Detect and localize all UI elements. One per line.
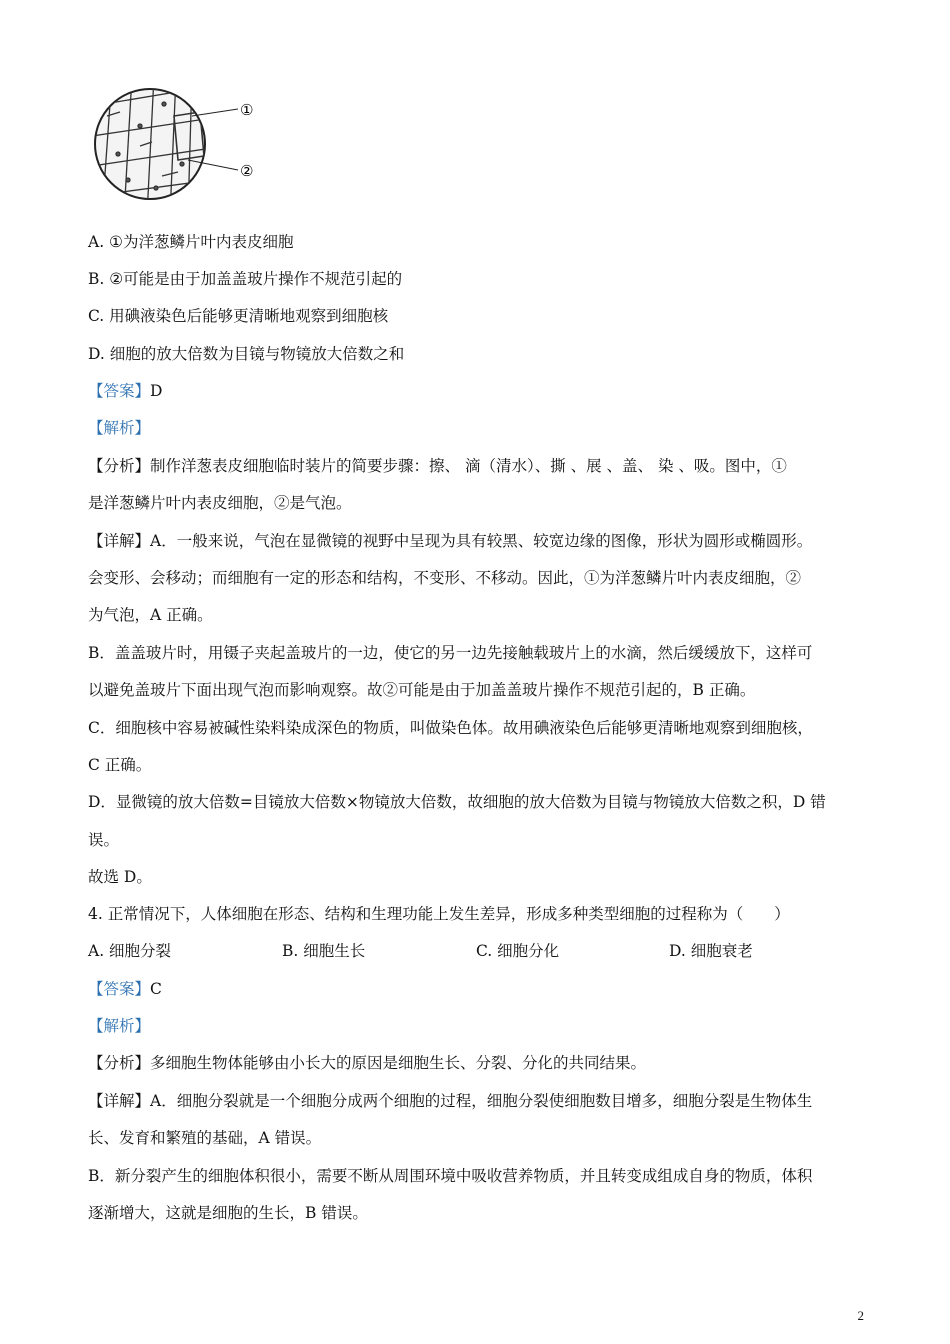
fenxi-text: 制作洋葱表皮细胞临时装片的简要步骤：擦、 滴（清水）、撕 、展 、盖、 染 、吸。图中，①: [150, 457, 787, 475]
q3-xiangjie-line-1: [88, 531, 812, 551]
q3-xiangjie-line-2: 会变形、会移动；而细胞有一定的形态和结构，不变形、不移动。因此，①为洋葱鳞片叶内表皮细胞，②: [88, 569, 802, 587]
answer-tag: 【答案】: [88, 382, 151, 400]
q3-xiangjie-line-9: 误。: [88, 831, 120, 849]
fenxi-text: 多细胞生物体能够由小长大的原因是细胞生长、分裂、分化的共同结果。: [150, 1054, 647, 1072]
fenxi-tag: 【分析】: [88, 457, 151, 475]
q4-analysis-tag: 【解析】: [88, 1017, 151, 1035]
q3-fenxi-line-2: 是洋葱鳞片叶内表皮细胞，②是气泡。: [88, 494, 352, 512]
q3-xiangjie-line-5: 以避免盖玻片下面出现气泡而影响观察。故②可能是由于加盖盖玻片操作不规范引起的，B 正确。: [88, 681, 756, 699]
q3-answer: [88, 381, 162, 401]
q3-option-b: B. ②可能是由于加盖盖玻片操作不规范引起的: [88, 270, 403, 288]
q3-xiangjie-line-3: 为气泡，A 正确。: [88, 606, 213, 624]
q3-xiangjie-line-4: B．盖盖玻片时，用镊子夹起盖玻片的一边，使它的另一边先接触载玻片上的水滴，然后缓缓放下，这样可: [88, 644, 813, 662]
q3-option-d: D. 细胞的放大倍数为目镜与物镜放大倍数之和: [88, 345, 405, 363]
q4-xiangjie-line-1: [88, 1091, 812, 1111]
page-number: 2: [857, 1308, 864, 1323]
q3-xiangjie-line-7: C 正确。: [88, 756, 152, 774]
q4-fenxi: [88, 1053, 646, 1073]
microscope-view-figure: [92, 76, 272, 216]
xiangjie-tag: 【详解】: [88, 532, 151, 550]
q3-fenxi-line-1: [88, 456, 787, 476]
q3-xiangjie-line-8: D．显微镜的放大倍数=目镜放大倍数×物镜放大倍数，故细胞的放大倍数为目镜与物镜放大倍数之积，D 错: [88, 793, 826, 811]
q4-option-d: D. 细胞衰老: [669, 942, 753, 960]
fenxi-tag: 【分析】: [88, 1054, 151, 1072]
q3-xiangjie-line-10: 故选 D。: [88, 868, 152, 886]
xiangjie-text: A．细胞分裂就是一个细胞分成两个细胞的过程，细胞分裂使细胞数目增多，细胞分裂是生物体生: [150, 1092, 813, 1110]
q4-stem: 4. 正常情况下，人体细胞在形态、结构和生理功能上发生差异，形成多种类型细胞的过程称为（ ）: [88, 905, 790, 923]
q3-option-a: A. ①为洋葱鳞片叶内表皮细胞: [88, 233, 294, 251]
answer-text: D: [150, 382, 163, 400]
label-line-1: [192, 109, 238, 116]
answer-text: C: [150, 980, 162, 998]
xiangjie-text: A．一般来说，气泡在显微镜的视野中呈现为具有较黑、较宽边缘的图像，形状为圆形或椭圆形。: [150, 532, 813, 550]
q4-xiangjie-line-3: B．新分裂产生的细胞体积很小，需要不断从周围环境中吸收营养物质，并且转变成组成自身的物质，体积: [88, 1167, 813, 1185]
answer-tag: 【答案】: [88, 980, 151, 998]
q4-option-b: B. 细胞生长: [282, 942, 366, 960]
q4-answer: [88, 979, 162, 999]
q3-analysis-tag: 【解析】: [88, 419, 151, 437]
q4-option-a: A. 细胞分裂: [88, 942, 172, 960]
figure-label-1: ①: [240, 101, 254, 119]
q4-option-c: C. 细胞分化: [476, 942, 560, 960]
q3-xiangjie-line-6: C．细胞核中容易被碱性染料染成深色的物质，叫做染色体。故用碘液染色后能够更清晰地观察到细胞核，: [88, 719, 813, 737]
q4-xiangjie-line-2: 长、发育和繁殖的基础，A 错误。: [88, 1129, 322, 1147]
figure-label-2: ②: [240, 162, 254, 180]
q3-option-c: C. 用碘液染色后能够更清晰地观察到细胞核: [88, 307, 389, 325]
xiangjie-tag: 【详解】: [88, 1092, 151, 1110]
q4-xiangjie-line-4: 逐渐增大，这就是细胞的生长，B 错误。: [88, 1204, 368, 1222]
